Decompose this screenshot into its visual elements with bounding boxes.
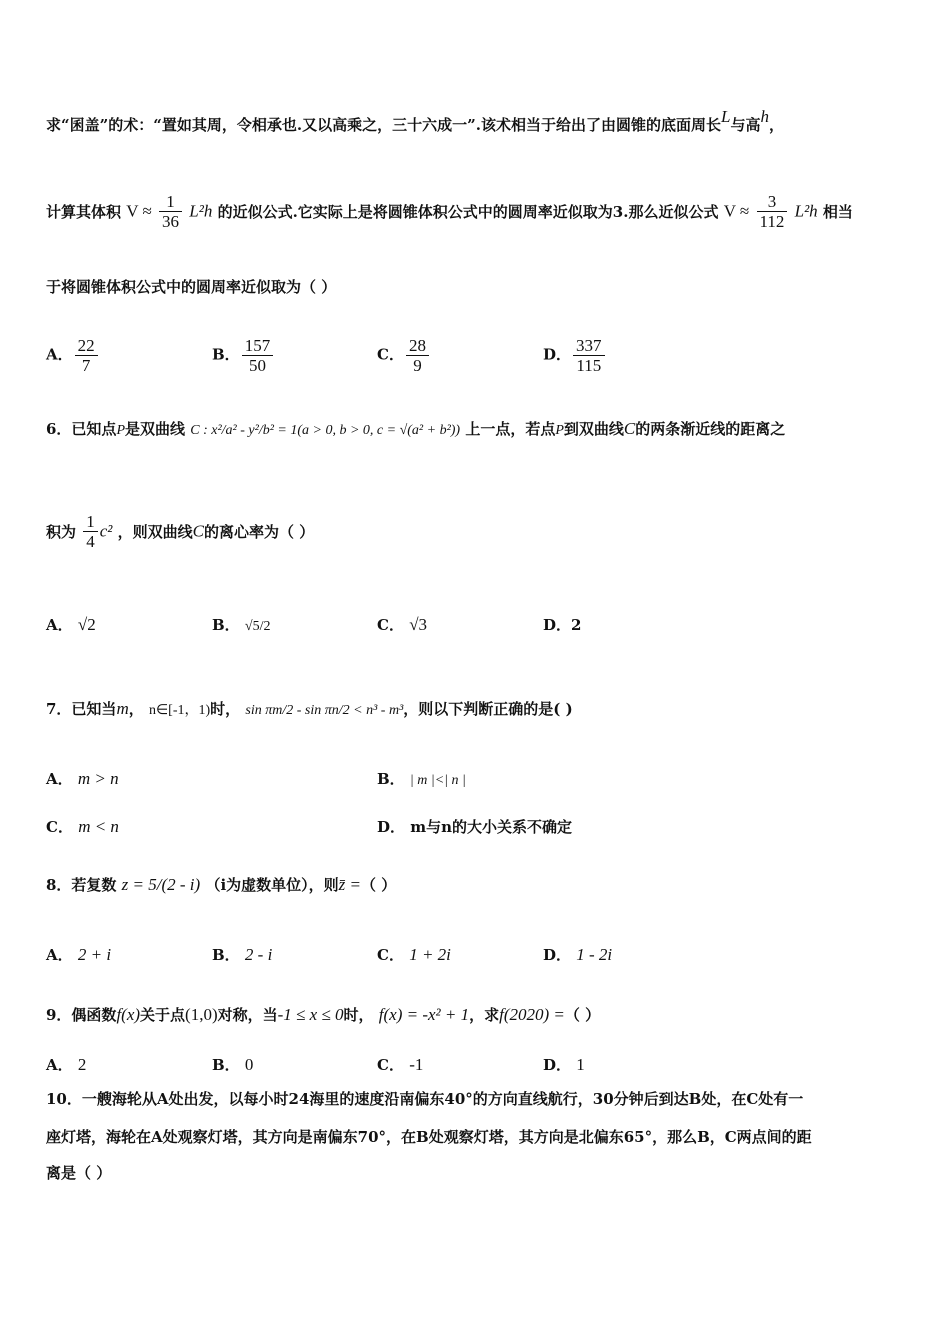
q10-line1: 10．一艘海轮从A处出发，以每小时24海里的速度沿南偏东40°的方向直线航行，30分钟后到达B处，在C处有一 <box>46 1090 804 1108</box>
q6-line1: 6．已知点P是双曲线 C : x²/a² - y²/b² = 1(a > 0, b > 0, c = √(a² + b²)) 上一点，若点P到双曲线C的两条渐近线的距离之 <box>46 419 786 438</box>
q5-line3: 于将圆锥体积公式中的圆周率近似取为（ ） <box>46 278 337 296</box>
volume-formula-1: $\frac{1}{36}$ <box>159 192 182 231</box>
q7-option-a[interactable]: A． m > n <box>46 769 119 788</box>
q5-line2: 计算其体积 V ≈ $\frac{1}{36}$ L²h 的近似公式.它实际上是将圆锥体积公式中的圆周率近似取为3.那么近似公式 V ≈ $\frac{3}{112}$ L²h 相当 <box>46 192 853 231</box>
q7-option-d[interactable]: D． m与n的大小关系不确定 <box>377 818 573 836</box>
q9-option-c[interactable]: C． -1 <box>377 1055 424 1074</box>
q10-line2: 座灯塔，海轮在A处观察灯塔，其方向是南偏东70°，在B处观察灯塔，其方向是北偏东65°，那么B，C两点间的距 <box>46 1128 812 1146</box>
q5-option-c[interactable]: C． $\frac{28}{9}$ <box>377 336 431 375</box>
q7-option-b[interactable]: B． | m |<| n | <box>377 770 466 788</box>
q6-option-d[interactable]: D．2 <box>543 616 582 634</box>
q7-option-c[interactable]: C． m < n <box>46 817 119 836</box>
q6-option-c[interactable]: C． √3 <box>377 615 428 634</box>
volume-formula-2: $\frac{3}{112}$ <box>757 192 788 231</box>
q8-option-b[interactable]: B． 2 - i <box>212 945 273 964</box>
q9-option-b[interactable]: B． 0 <box>212 1055 254 1074</box>
sine-inequality: sin πm/2 - sin πn/2 < n³ - m³ <box>245 703 404 718</box>
q6-option-b[interactable]: B． √5/2 <box>212 616 271 634</box>
complex-number-z: z = 5/(2 - i) <box>121 875 201 894</box>
q5-option-a[interactable]: A． $\frac{22}{7}$ <box>46 336 100 375</box>
q8-line1: 8．若复数 z = 5/(2 - i) （i为虚数单位），则z̄ =（ ） <box>46 875 397 894</box>
hyperbola-equation: C : x²/a² - y²/b² = 1(a > 0, b > 0, c = √(a² + b²)) <box>190 423 461 438</box>
q9-option-a[interactable]: A． 2 <box>46 1055 87 1074</box>
q8-option-d[interactable]: D． 1 - 2i <box>543 945 613 964</box>
q5-option-d[interactable]: D． $\frac{337}{115}$ <box>543 336 607 375</box>
q9-option-d[interactable]: D． 1 <box>543 1055 585 1074</box>
q8-option-a[interactable]: A． 2 + i <box>46 945 112 964</box>
q9-line1: 9．偶函数f(x)关于点(1,0)对称，当-1 ≤ x ≤ 0时， f(x) = -x² + 1，求f(2020) =（ ） <box>46 1005 601 1024</box>
q10-line3: 离是（ ） <box>46 1164 112 1182</box>
q6-option-a[interactable]: A． √2 <box>46 615 96 634</box>
q5-line1: 求“囷盖”的术：“置如其周，令相承也.又以高乘之，三十六成一”.该术相当于给出了由圆锥的底面周长L与高h， <box>46 107 784 134</box>
q8-option-c[interactable]: C． 1 + 2i <box>377 945 451 964</box>
q7-line1: 7．已知当m， n∈[-1，1)时， sin πm/2 - sin πn/2 < n³ - m³，则以下判断正确的是( ) <box>46 699 573 718</box>
q5-option-b[interactable]: B． $\frac{157}{50}$ <box>212 336 275 375</box>
q6-line2: 积为 $\frac{1}{4}$ c² ，则双曲线C的离心率为（ ） <box>46 512 315 551</box>
